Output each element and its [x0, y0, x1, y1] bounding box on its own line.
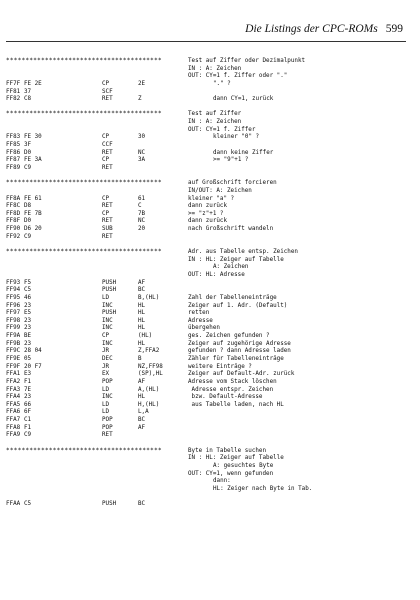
opcode-bytes: F1: [24, 378, 32, 385]
listing-line: [6, 417, 406, 425]
opcode-bytes: D0: [24, 149, 32, 156]
mnemonic: RET: [102, 96, 113, 103]
comment: Zeiger auf Default-Adr. zurück: [188, 371, 295, 378]
comment: weitere Einträge ?: [188, 363, 252, 370]
comment: Adresse vom Stack löschen: [188, 378, 277, 385]
running-header: [0, 22, 403, 36]
listing-line: [6, 295, 406, 303]
address: FF90: [6, 226, 21, 233]
separator-line: ****************************************: [6, 447, 162, 454]
mnemonic: JR: [102, 348, 110, 355]
operand: HL: [138, 340, 146, 347]
comment: Zähler für Tabelleneinträge: [188, 355, 284, 362]
listing-line: [6, 501, 406, 509]
listing-line: [6, 371, 406, 379]
opcode-bytes: 23: [24, 317, 32, 324]
mnemonic: LD: [102, 401, 110, 408]
operand: HL: [138, 310, 146, 317]
mnemonic: POP: [102, 417, 113, 424]
address: FF9C: [6, 348, 21, 355]
listing-line: [6, 409, 406, 417]
comment: ges. Zeichen gefunden ?: [188, 333, 270, 340]
mnemonic: PUSH: [102, 501, 117, 508]
listing-line: [6, 134, 406, 142]
opcode-bytes: 05: [24, 355, 32, 362]
opcode-bytes: FE 30: [24, 134, 42, 141]
mnemonic: INC: [102, 325, 113, 332]
comment: OUT: CY=1 f. Ziffer: [188, 126, 256, 133]
operand: 7B: [138, 210, 146, 217]
listing-line: [6, 104, 406, 112]
mnemonic: PUSH: [102, 310, 117, 317]
listing-line: [6, 188, 406, 196]
listing-line: [6, 211, 406, 219]
address: FF92: [6, 233, 21, 240]
address: FFA7: [6, 417, 21, 424]
opcode-bytes: 7E: [24, 386, 32, 393]
listing-line: [6, 257, 406, 265]
listing-line: [6, 303, 406, 311]
listing-line: [6, 272, 406, 280]
listing-line: [6, 203, 406, 211]
address: FF81: [6, 88, 21, 95]
page-number: 599: [385, 23, 403, 35]
address: FFA2: [6, 378, 21, 385]
listing-line: [6, 241, 406, 249]
opcode-bytes: C5: [24, 287, 32, 294]
mnemonic: SUB: [102, 226, 113, 233]
listing-line: [6, 66, 406, 74]
mnemonic: CP: [102, 157, 110, 164]
mnemonic: DEC: [102, 355, 113, 362]
listing-line: [6, 394, 406, 402]
listing-line: [6, 119, 406, 127]
opcode-bytes: 46: [24, 294, 32, 301]
address: FF93: [6, 279, 21, 286]
comment: auf Großschrift forcieren: [188, 180, 277, 187]
comment: IN/OUT: A: Zeichen: [188, 187, 252, 194]
listing-line: [6, 448, 406, 456]
operand: HL: [138, 325, 146, 332]
opcode-bytes: F5: [24, 279, 32, 286]
comment: dann CY=1, zurück: [213, 96, 274, 103]
comment: übergehen: [188, 325, 220, 332]
operand: BC: [138, 287, 146, 294]
listing-line: [6, 264, 406, 272]
comment: OUT: CY=1, wenn gefunden: [188, 470, 274, 477]
address: FF7F: [6, 80, 21, 87]
address: FF97: [6, 310, 21, 317]
listing-line: [6, 463, 406, 471]
address: FF9A: [6, 333, 21, 340]
comment: IN : A: Zeichen: [188, 65, 242, 72]
opcode-bytes: F1: [24, 424, 32, 431]
mnemonic: RET: [102, 203, 113, 210]
comment: Adresse entspr. Zeichen: [188, 386, 274, 393]
comment: Byte in Tabelle suchen: [188, 447, 267, 454]
opcode-bytes: E5: [24, 310, 32, 317]
listing-line: [6, 425, 406, 433]
address: FFA3: [6, 386, 21, 393]
opcode-bytes: C9: [24, 432, 32, 439]
listing-line: [6, 348, 406, 356]
mnemonic: RET: [102, 164, 113, 171]
address: FF99: [6, 325, 21, 332]
mnemonic: CP: [102, 80, 110, 87]
separator-line: ****************************************: [6, 58, 162, 64]
address: FF8C: [6, 203, 21, 210]
listing-line: [6, 81, 406, 89]
comment: A: gesuchtes Byte: [213, 462, 274, 469]
listing-line: [6, 333, 406, 341]
listing-line: [6, 196, 406, 204]
listing-line: [6, 218, 406, 226]
mnemonic: JR: [102, 363, 110, 370]
mnemonic: INC: [102, 340, 113, 347]
comment: IN : HL: Zeiger auf Tabelle: [188, 256, 284, 263]
assembly-listing: [6, 58, 406, 509]
opcode-bytes: 23: [24, 340, 32, 347]
address: FFA6: [6, 409, 21, 416]
listing-line: [6, 341, 406, 349]
address: FF82: [6, 96, 21, 103]
opcode-bytes: FE 7B: [24, 210, 42, 217]
operand: BC: [138, 501, 146, 508]
comment: dann zurück: [188, 203, 228, 210]
opcode-bytes: 6F: [24, 409, 32, 416]
operand: (SP),HL: [138, 371, 163, 378]
listing-line: [6, 142, 406, 150]
listing-line: [6, 364, 406, 372]
listing-line: [6, 379, 406, 387]
operand: B,(HL): [138, 294, 160, 301]
listing-line: [6, 173, 406, 181]
opcode-bytes: 23: [24, 302, 32, 309]
comment: Zeiger auf 1. Adr. (Default): [188, 302, 288, 309]
listing-line: [6, 478, 406, 486]
comment: >= "z"+1 ?: [188, 210, 224, 217]
operand: NC: [138, 149, 146, 156]
comment: OUT: CY=1 f. Ziffer oder ".": [188, 73, 288, 80]
comment: kleiner "a" ?: [188, 195, 235, 202]
listing-line: [6, 127, 406, 135]
operand: Z: [138, 96, 142, 103]
comment: aus Tabelle laden, nach HL: [188, 401, 284, 408]
mnemonic: RET: [102, 233, 113, 240]
mnemonic: POP: [102, 378, 113, 385]
comment: bzw. Default-Adresse: [188, 394, 263, 401]
opcode-bytes: 28 04: [24, 348, 42, 355]
listing-line: [6, 249, 406, 257]
opcode-bytes: 23: [24, 325, 32, 332]
operand: 2E: [138, 80, 146, 87]
mnemonic: LD: [102, 294, 110, 301]
mnemonic: SCF: [102, 88, 113, 95]
listing-line: [6, 486, 406, 494]
comment: OUT: HL: Adresse: [188, 271, 245, 278]
operand: HL: [138, 394, 146, 401]
address: FF8F: [6, 218, 21, 225]
operand: HL: [138, 302, 146, 309]
comment: dann:: [213, 478, 231, 485]
comment: Adresse: [188, 317, 213, 324]
mnemonic: EX: [102, 371, 110, 378]
address: FF87: [6, 157, 21, 164]
listing-line: [6, 440, 406, 448]
separator-line: ****************************************: [6, 180, 162, 187]
comment: dann zurück: [188, 218, 228, 225]
comment: kleiner "0" ?: [213, 134, 260, 141]
mnemonic: CP: [102, 333, 110, 340]
listing-line: [6, 325, 406, 333]
listing-line: [6, 494, 406, 502]
operand: C: [138, 203, 142, 210]
operand: HL: [138, 317, 146, 324]
operand: Z,FFA2: [138, 348, 160, 355]
opcode-bytes: C8: [24, 96, 32, 103]
mnemonic: CP: [102, 195, 110, 202]
opcode-bytes: BE: [24, 333, 32, 340]
opcode-bytes: D8: [24, 203, 32, 210]
operand: AF: [138, 279, 146, 286]
mnemonic: CP: [102, 134, 110, 141]
address: FFA5: [6, 401, 21, 408]
listing-line: [6, 356, 406, 364]
address: FF9F: [6, 363, 21, 370]
listing-line: [6, 318, 406, 326]
opcode-bytes: 23: [24, 394, 32, 401]
opcode-bytes: 3F: [24, 142, 32, 149]
address: FF83: [6, 134, 21, 141]
separator-line: ****************************************: [6, 249, 162, 256]
mnemonic: POP: [102, 424, 113, 431]
address: FF95: [6, 294, 21, 301]
comment: Zeiger auf zugehörige Adresse: [188, 340, 291, 347]
mnemonic: RET: [102, 218, 113, 225]
comment: Zahl der Tabelleneinträge: [188, 294, 277, 301]
operand: NZ,FF98: [138, 363, 163, 370]
mnemonic: INC: [102, 394, 113, 401]
opcode-bytes: FE 61: [24, 195, 42, 202]
listing-line: [6, 310, 406, 318]
separator-line: ****************************************: [6, 111, 162, 118]
listing-line: [6, 402, 406, 410]
mnemonic: INC: [102, 302, 113, 309]
comment: Test auf Ziffer: [188, 111, 242, 118]
comment: "." ?: [213, 80, 231, 87]
address: FF8A: [6, 195, 21, 202]
opcode-bytes: C9: [24, 164, 32, 171]
mnemonic: LD: [102, 386, 110, 393]
operand: B: [138, 355, 142, 362]
address: FF94: [6, 287, 21, 294]
address: FFA8: [6, 424, 21, 431]
opcode-bytes: 20 F7: [24, 363, 42, 370]
listing-line: [6, 226, 406, 234]
operand: NC: [138, 218, 146, 225]
listing-line: [6, 89, 406, 97]
address: FF85: [6, 142, 21, 149]
comment: IN : A: Zeichen: [188, 119, 242, 126]
operand: 20: [138, 226, 146, 233]
mnemonic: RET: [102, 432, 113, 439]
mnemonic: PUSH: [102, 279, 117, 286]
comment: Test auf Ziffer oder Dezimalpunkt: [188, 58, 306, 64]
operand: A,(HL): [138, 386, 160, 393]
comment: nach Großschrift wandeln: [188, 226, 274, 233]
opcode-bytes: FE 3A: [24, 157, 42, 164]
address: FF86: [6, 149, 21, 156]
address: FFA1: [6, 371, 21, 378]
opcode-bytes: C1: [24, 417, 32, 424]
opcode-bytes: D0: [24, 218, 32, 225]
opcode-bytes: FE 2E: [24, 80, 42, 87]
comment: HL: Zeiger nach Byte in Tab.: [213, 485, 313, 492]
operand: 30: [138, 134, 146, 141]
address: FF8D: [6, 210, 21, 217]
listing-line: [6, 432, 406, 440]
mnemonic: CP: [102, 210, 110, 217]
comment: dann keine Ziffer: [213, 149, 274, 156]
address: FFAA: [6, 501, 21, 508]
header-rule: [6, 41, 406, 42]
listing-line: [6, 58, 406, 66]
listing-line: [6, 73, 406, 81]
listing-line: [6, 280, 406, 288]
listing-line: [6, 111, 406, 119]
operand: (HL): [138, 333, 153, 340]
opcode-bytes: E3: [24, 371, 32, 378]
comment: IN : HL: Zeiger auf Tabelle: [188, 455, 284, 462]
operand: 3A: [138, 157, 146, 164]
operand: BC: [138, 417, 146, 424]
address: FFA4: [6, 394, 21, 401]
address: FF98: [6, 317, 21, 324]
address: FF9E: [6, 355, 21, 362]
comment: Adr. aus Tabelle entsp. Zeichen: [188, 249, 298, 256]
listing-line: [6, 96, 406, 104]
operand: L,A: [138, 409, 149, 416]
mnemonic: PUSH: [102, 287, 117, 294]
mnemonic: INC: [102, 317, 113, 324]
opcode-bytes: C9: [24, 233, 32, 240]
mnemonic: CCF: [102, 142, 113, 149]
comment: >= "9"+1 ?: [213, 157, 249, 164]
comment: retten: [188, 310, 210, 317]
operand: H,(HL): [138, 401, 160, 408]
mnemonic: LD: [102, 409, 110, 416]
comment: gefunden ? dann Adresse laden: [188, 348, 291, 355]
listing-line: [6, 180, 406, 188]
operand: AF: [138, 424, 146, 431]
mnemonic: RET: [102, 149, 113, 156]
opcode-bytes: D6 20: [24, 226, 42, 233]
comment: A: Zeichen: [213, 264, 249, 271]
opcode-bytes: C5: [24, 501, 32, 508]
listing-line: [6, 234, 406, 242]
listing-line: [6, 387, 406, 395]
address: FF89: [6, 164, 21, 171]
listing-line: [6, 157, 406, 165]
opcode-bytes: 66: [24, 401, 32, 408]
address: FFA9: [6, 432, 21, 439]
listing-line: [6, 165, 406, 173]
address: FF9B: [6, 340, 21, 347]
running-title: Die Listings der CPC-ROMs: [245, 23, 378, 35]
operand: 61: [138, 195, 146, 202]
listing-line: [6, 150, 406, 158]
operand: AF: [138, 378, 146, 385]
listing-line: [6, 471, 406, 479]
listing-line: [6, 455, 406, 463]
opcode-bytes: 37: [24, 88, 32, 95]
address: FF96: [6, 302, 21, 309]
listing-line: [6, 287, 406, 295]
